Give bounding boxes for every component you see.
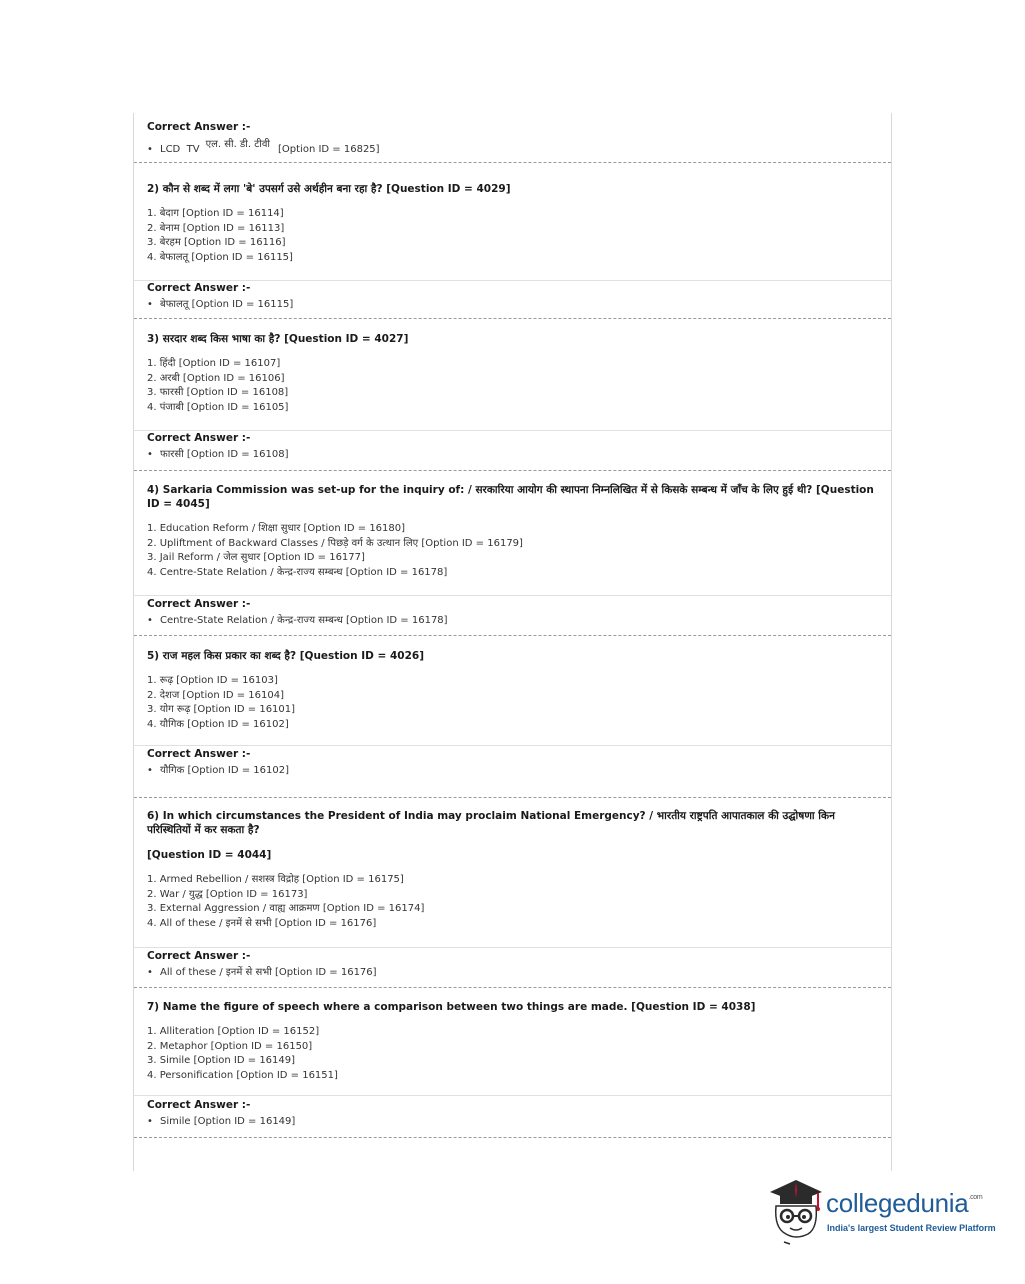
options-list (147, 1025, 879, 1084)
option-item: 2. बेनाम [Option ID = 16113] (147, 222, 285, 234)
option-item: 2. Metaphor [Option ID = 16150] (147, 1040, 313, 1052)
answer-block (134, 431, 891, 471)
option-item: 1. Armed Rebellion / सशस्त्र विद्रोह [Option ID = 16175] (147, 874, 404, 885)
correct-answer-label: Correct Answer :- (147, 748, 251, 760)
option-item: 3. बेरहम [Option ID = 16116] (147, 237, 286, 249)
question-title: 5) राज महल किस प्रकार का शब्द है? [Question ID = 4026] (147, 650, 425, 662)
brand-name: collegedunia$^{.com}$ (826, 1188, 983, 1218)
question-title: 3) सरदार शब्द किस भाषा का है? [Question ID = 4027] (147, 333, 409, 345)
question-title: 6) In which circumstances the President of India may proclaim National Emergency? / भारतीय राष्ट्रपति आपातकाल की उद्घोषणा किन परिस्थितियों में कर सकता है? (147, 810, 835, 836)
correct-answer-value: • Simile [Option ID = 16149] (147, 1116, 296, 1127)
question-block (134, 988, 891, 1096)
correct-answer-label: Correct Answer :- (147, 121, 251, 133)
q1-answer-block (134, 113, 891, 163)
option-item: 1. Alliteration [Option ID = 16152] (147, 1026, 320, 1037)
option-item: 3. Jail Reform / जेल सुधार [Option ID = 16177] (147, 552, 365, 564)
question-title: 4) Sarkaria Commission was set-up for the inquiry of: / सरकारिया आयोग की स्थापना निम्नलिखित में से किसके सम्बन्ध में जाँच के लिए हुई थी? [Question ID = 4045] (147, 484, 874, 510)
correct-answer-value: • यौगिक [Option ID = 16102] (147, 765, 290, 776)
question-block (134, 471, 891, 596)
correct-answer-value: • Centre-State Relation / केन्द्र-राज्य सम्बन्ध [Option ID = 16178] (147, 615, 448, 626)
collegedunia-logo (766, 1176, 996, 1248)
option-item: 4. यौगिक [Option ID = 16102] (147, 719, 289, 731)
answer-block (134, 1096, 891, 1138)
answer-block (134, 281, 891, 319)
option-item: 1. हिंदी [Option ID = 16107] (147, 358, 281, 369)
question-block (134, 798, 891, 948)
hindi-lcd-text: एल. सी. डी. टीवी (205, 139, 271, 150)
option-item: 4. पंजाबी [Option ID = 16105] (147, 402, 289, 414)
options-list (147, 522, 879, 581)
correct-answer-label: Correct Answer :- (147, 432, 251, 444)
answer-block (134, 596, 891, 636)
options-list (147, 674, 879, 733)
correct-answer-value: • All of these / इनमें से सभी [Option ID = 16176] (147, 967, 377, 978)
question-block (134, 319, 891, 431)
correct-answer-label: Correct Answer :- (147, 950, 251, 962)
option-item: 4. All of these / इनमें से सभी [Option ID = 16176] (147, 918, 377, 930)
option-item: 1. रूढ़ [Option ID = 16103] (147, 675, 278, 686)
options-list (147, 873, 879, 932)
correct-answer-label: Correct Answer :- (147, 1099, 251, 1111)
correct-answer-label: Correct Answer :- (147, 282, 251, 294)
option-item: 3. Simile [Option ID = 16149] (147, 1055, 296, 1067)
question-title: 7) Name the figure of speech where a comparison between two things are made. [Question ID = 4038] (147, 1001, 756, 1013)
correct-answer-value: • LCD TV एल. सी. डी. टीवी [Option ID = 16825] (147, 139, 380, 155)
option-item: 2. War / युद्ध [Option ID = 16173] (147, 888, 308, 900)
option-item: 3. External Aggression / वाह्य आक्रमण [Option ID = 16174] (147, 903, 425, 915)
correct-answer-value: • फारसी [Option ID = 16108] (147, 449, 289, 460)
option-item: 3. योग रूढ़ [Option ID = 16101] (147, 704, 296, 716)
option-item: 4. Centre-State Relation / केन्द्र-राज्य सम्बन्ध [Option ID = 16178] (147, 567, 448, 579)
option-item: 2. Upliftment of Backward Classes / पिछड़े वर्ग के उत्थान लिए [Option ID = 16179] (147, 537, 523, 549)
question-block (134, 636, 891, 746)
answer-block (134, 746, 891, 798)
option-item: 3. फारसी [Option ID = 16108] (147, 387, 289, 399)
option-item: 1. Education Reform / शिक्षा सुधार [Option ID = 16180] (147, 523, 406, 534)
option-item: 2. देशज [Option ID = 16104] (147, 689, 284, 701)
question-paper-sheet (133, 113, 892, 1171)
option-item: 1. बेदाग [Option ID = 16114] (147, 208, 284, 219)
answer-block (134, 948, 891, 988)
brand-tagline: India's largest Student Review Platform (827, 1223, 996, 1233)
question-title: 2) कौन से शब्द में लगा 'बे' उपसर्ग उसे अर्थहीन बना रहा है? [Question ID = 4029] (147, 183, 511, 195)
option-item: 4. Personification [Option ID = 16151] (147, 1070, 338, 1082)
question-id: [Question ID = 4044] (147, 849, 272, 861)
question-block (134, 163, 891, 281)
option-item: 2. अरबी [Option ID = 16106] (147, 372, 285, 384)
options-list (147, 357, 879, 416)
correct-answer-value: • बेफालतू [Option ID = 16115] (147, 299, 294, 310)
options-list (147, 207, 879, 266)
option-item: 4. बेफालतू [Option ID = 16115] (147, 252, 293, 264)
correct-answer-label: Correct Answer :- (147, 598, 251, 610)
graduate-mascot-icon (766, 1176, 826, 1248)
